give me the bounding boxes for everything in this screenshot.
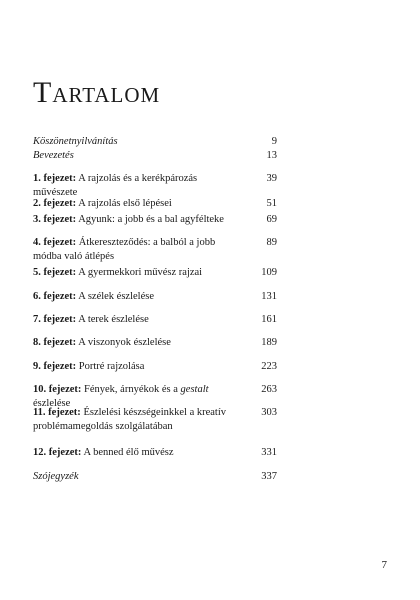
toc-entry-text: A terek észlelése [78,314,149,325]
toc-entry-chapter-12[interactable] [33,446,277,460]
toc-entry-page: 9 [271,136,277,147]
toc-entry-text: Köszönetnyilvánítás [33,136,118,147]
toc-entry-text: A gyermekkori művész rajzai [78,267,203,278]
toc-entry-text: Szójegyzék [33,471,79,482]
toc-entry-page: 223 [261,361,277,372]
toc-entry-label: 7. fejezet: [33,314,77,325]
toc-entry-page: 331 [261,447,277,458]
page-title: Tartalom [33,76,161,110]
toc-entry-text: A benned élő művész [83,447,174,458]
toc-entry-page: 109 [261,267,277,278]
toc-entry-page: 89 [266,237,277,248]
toc-entry-label: 2. fejezet: [33,198,77,209]
toc-entry-text: Agyunk: a jobb és a bal agyfélteke [78,214,224,225]
toc-entry-label: 5. fejezet: [33,267,77,278]
toc-entry-chapter-7[interactable] [33,313,277,327]
toc-entry-text: Észlelési készségeinkkel a kreatív problémamegoldás szolgálatában [33,407,227,432]
toc-entry-chapter-8[interactable] [33,336,277,350]
toc-entry-page: 337 [261,471,277,482]
toc-entry-label: 8. fejezet: [33,337,77,348]
toc-entry-chapter-3[interactable] [33,213,277,227]
toc-entry-chapter-5[interactable] [33,266,277,280]
toc-entry-text: Fények, árnyékok és a [84,384,178,395]
toc-entry-acknowledgements[interactable] [33,135,277,149]
toc-entry-text: Bevezetés [33,150,74,161]
toc-entry-text: A rajzolás és a kerékpározás művészete [33,173,198,198]
toc-entry-text-emphasis: gestalt [180,384,209,395]
toc-entry-label: 11. fejezet: [33,407,81,418]
toc-entry-page: 303 [261,407,277,418]
toc-entry-page: 131 [261,291,277,302]
toc-entry-text: A szélek észlelése [78,291,154,302]
toc-entry-label: 12. fejezet: [33,447,82,458]
toc-entry-chapter-1[interactable] [33,172,277,200]
toc-entry-text: Átkereszteződés: a balból a jobb módba való átlépés [33,237,216,262]
toc-entry-chapter-9[interactable] [33,360,277,374]
toc-entry-text: Portré rajzolása [78,361,145,372]
toc-entry-text: A viszonyok észlelése [78,337,171,348]
toc-entry-page: 51 [266,198,277,209]
toc-entry-introduction[interactable] [33,149,277,163]
toc-entry-label: 9. fejezet: [33,361,77,372]
toc-entry-page: 69 [266,214,277,225]
toc-entry-text: A rajzolás első lépései [78,198,172,209]
toc-entry-label: 3. fejezet: [33,214,77,225]
toc-entry-page: 13 [266,150,277,161]
toc-entry-glossary[interactable] [33,470,277,484]
toc-entry-text: észlelése [33,398,71,409]
toc-entry-label: 4. fejezet: [33,237,77,248]
toc-entry-label: 6. fejezet: [33,291,77,302]
toc-entry-label: 1. fejezet: [33,173,77,184]
toc-entry-chapter-6[interactable] [33,290,277,304]
toc-entry-page: 39 [266,173,277,184]
page-number: 7 [381,559,387,571]
toc-entry-chapter-2[interactable] [33,197,277,211]
toc-entry-page: 161 [261,314,277,325]
toc-entry-chapter-4[interactable] [33,236,277,264]
toc-entry-label: 10. fejezet: [33,384,82,395]
toc-entry-page: 263 [261,384,277,395]
toc-entry-page: 189 [261,337,277,348]
toc-entry-chapter-11[interactable] [33,406,277,434]
